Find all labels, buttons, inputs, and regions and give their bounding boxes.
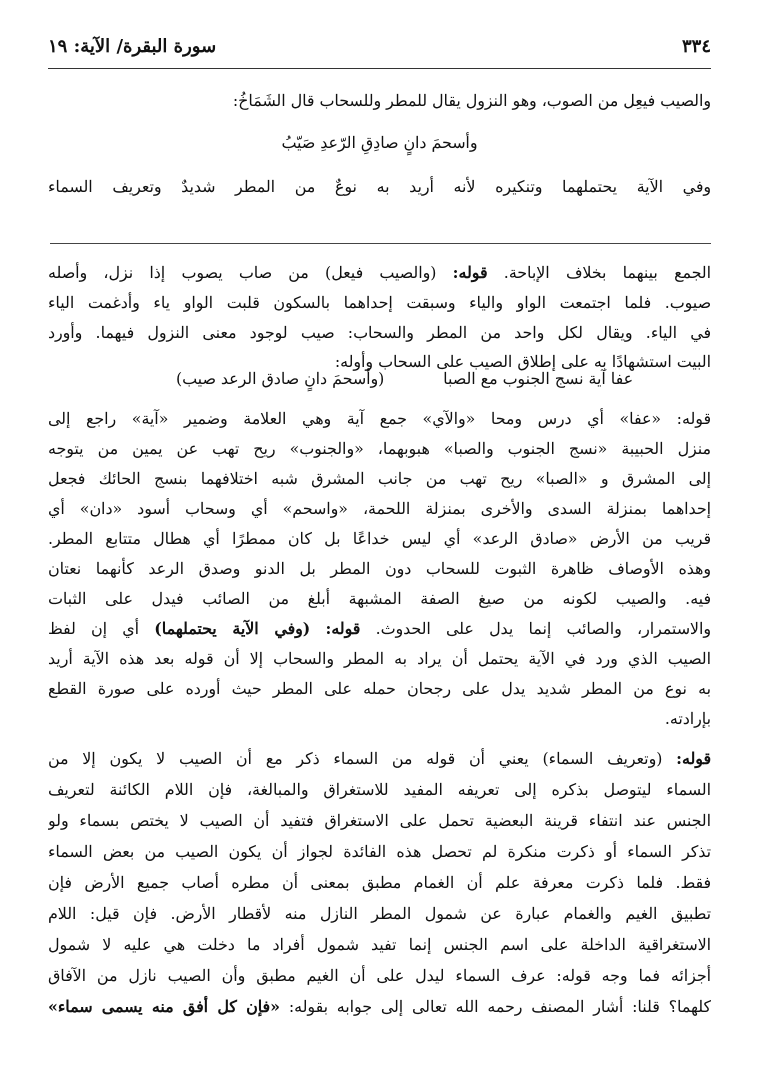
main-text-line: والصيب فيعِل من الصوب، وهو النزول يقال للمطر وللسحاب قال الشَمَاخُ: [232,91,711,110]
commentary-line: بإرادته. [664,709,711,728]
main-text-line: وفي الآية يحتملهما وتنكيره لأنه أريد به نوعٌ من المطر شديدٌ وتعريف السماء [48,177,711,196]
commentary-line: الجنس عند انتفاء قرينة البعضية تحمل على الاستغراق فتفيد أن الصيب لا يختص بسماء ولو [48,811,711,830]
commentary-line: فيه. والصيب لكونه من صيغ الصفة المشبهة أبلغ من الصائب فيدل على الثبات [48,589,711,608]
commentary-line: إحداهما بمنزلة السدى والأخرى بمنزلة اللحمة، «واسحم» أي وسحاب أسود «دان» أي [48,499,711,518]
commentary-text: أي إن لفظ [48,619,140,638]
quoted-phrase: (وفي الآية يحتملهما) [154,619,311,638]
commentary-line: تذكر السماء أو ذكرت منكرة لم تحصل هذه الفائدة لجواز أن يكون الصيب من بعض السماء [48,842,711,861]
commentary-line: قوله: «عفا» أي درس ومحا «والآي» جمع آية وهي العلامة وضمير «آية» راجع إلى [48,409,711,428]
page-header [48,36,711,64]
poetry-verse [48,364,711,394]
commentary-line [48,744,711,774]
commentary-line: أجزائه فما وجه قوله: عرف السماء ليدل على أن الغيم مطبق وأن الصيب نازل من الآفاق [48,966,711,985]
header-rule [48,68,711,69]
verse-second-hemistich: (وأسحمَ دانٍ صادق الرعد صيب) [176,369,385,388]
commentary-line: وهذه الأوصاف ظاهرة الثبوت للسحاب دون المطر بل الدنو وصدق الرعد كأنهما نعتان [48,559,711,578]
commentary-line: فقط. فلما ذكرت معرفة علم أن الغمام مطبق بمعنى أن مطره أصاب جميع الأرض فإن [48,873,711,892]
qawluhu-keyword: قوله: [676,749,711,768]
qawluhu-keyword: قوله: [452,263,488,282]
commentary-line [48,614,711,644]
commentary-line: البيت استشهادًا به على إطلاق الصيب على السحاب وأوله: [334,352,711,371]
commentary-line: صيوب. فلما اجتمعت الواو والياء وسبقت إحداهما بالسكون قلبت الواو ياء وأدغمت الياء [48,293,711,312]
qawluhu-keyword: قوله: [325,619,361,638]
commentary-line: الصيب الذي ورد في الآية يحتمل أن يراد به المطر والسحاب إلا أن قوله بعد هذه الآية أريد [48,649,711,668]
commentary-text: (والصيب فيعل) من صاب يصوب إذا نزل، وأصله [48,263,437,282]
page-number: ٣٣٤ [681,36,711,57]
commentary-text: الجمع بينهما بخلاف الإباحة. [503,263,711,282]
main-verse: وأسحمَ دانٍ صادِقِ الرّعدِ صَيّبُ [281,133,478,152]
commentary-line: به نوع من المطر شديد يدل على رجحان حمله على المطر حيث أورده على صورة القطع [48,679,711,698]
commentary-text: والاستمرار، والصائب إنما يدل على الحدوث. [375,619,711,638]
commentary-line: تطبيق الغيم والغمام عبارة عن شمول المطر النازل منه لأقطار الأرض. فإن قيل: اللام [48,904,711,923]
commentary-text: كلهما؟ قلنا: أشار المصنف رحمه الله تعالى إلى جوابه بقوله: [288,997,711,1016]
commentary-line: قريب من الأرض «صادق الرعد» أي ليس خداعًا بل كان ممطرًا أي هطال متتابع المطر. [48,529,711,548]
footnote-divider [50,243,711,244]
commentary-line: السماء ليتوصل بذكره إلى تعريفه المفيد للاستغراق والمبالغة، فإن اللام الكائنة لتعريف [48,780,711,799]
commentary-line: منزل الحبيبة «نسج الجنوب والصبا» هبوبهما، «والجنوب» ريح تهب عن يمين من يتوجه [48,439,711,458]
commentary-text: (وتعريف السماء) يعني أن قوله من السماء ذكر مع أن الصيب لا يكون إلا من [48,749,663,768]
quoted-phrase: «فإن كل أفق منه يسمى سماء» [48,997,280,1016]
commentary-line: الاستغراقية الداخلة على اسم الجنس إنما تفيد شمول أفراد ما دخلت هي عليه لا شمول [48,935,711,954]
commentary-line [48,992,711,1022]
commentary-line: إلى المشرق و «الصبا» ريح تهب من جانب المشرق شبه اختلافهما بنسج الحائك فجعل [48,469,711,488]
commentary-line: في الياء. ويقال لكل واحد من المطر والسحاب: صيب لوجود معنى النزول فيهما. وأورد [48,323,711,342]
commentary-line [48,258,711,288]
surah-title: سورة البقرة/ الآية: ١٩ [48,36,217,57]
verse-first-hemistich: عفا آية نسج الجنوب مع الصبا [443,369,633,388]
